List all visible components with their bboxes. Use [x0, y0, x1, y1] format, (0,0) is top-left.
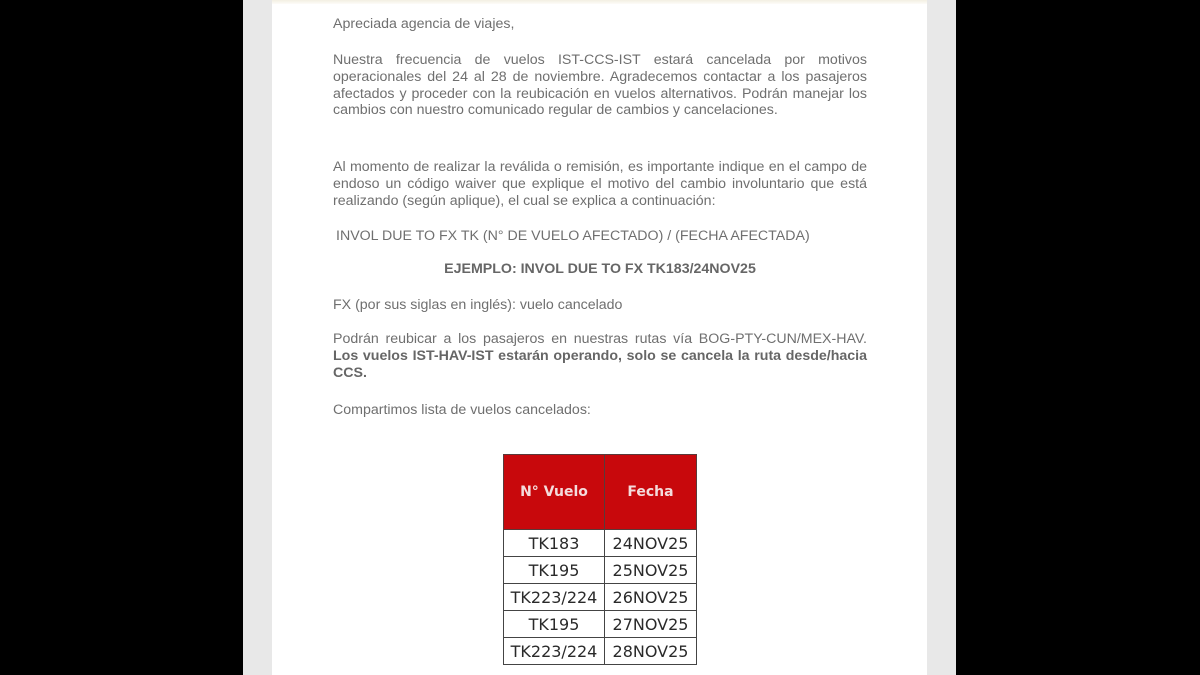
date-cell: 25NOV25 — [605, 557, 697, 584]
table-row — [504, 557, 697, 584]
header-flight-number: N° Vuelo — [504, 455, 605, 530]
table-row — [504, 530, 697, 557]
date-cell: 28NOV25 — [605, 638, 697, 665]
cancellation-notice-paragraph: Nuestra frecuencia de vuelos IST-CCS-IST estará cancelada por motivos operacionales del 24 al 28 de noviembre. Agradecemos contactar a los pasajeros afectados y proceder con la reubicación en vuelos alternativos. Podrán manejar los cambios con nuestro comunicado regular de cambios y cancelaciones. — [333, 52, 867, 119]
waiver-code-example: EJEMPLO: INVOL DUE TO FX TK183/24NOV25 — [444, 261, 756, 277]
date-cell: 27NOV25 — [605, 611, 697, 638]
waiver-code-template: INVOL DUE TO FX TK (N° DE VUELO AFECTADO) / (FECHA AFECTADA) — [336, 228, 810, 244]
page-top-border — [272, 0, 927, 4]
flight-number-cell: TK195 — [504, 611, 605, 638]
rerouting-paragraph — [333, 331, 867, 381]
cancelled-flights-table — [503, 454, 697, 665]
table-row — [504, 584, 697, 611]
rerouting-bold-note: Los vuelos IST-HAV-IST estarán operando, solo se cancela la ruta desde/hacia CCS. — [333, 347, 867, 381]
date-cell: 24NOV25 — [605, 530, 697, 557]
header-date: Fecha — [605, 455, 697, 530]
flight-number-cell: TK195 — [504, 557, 605, 584]
table-header-row — [504, 455, 697, 530]
flight-number-cell: TK183 — [504, 530, 605, 557]
table-row — [504, 611, 697, 638]
greeting: Apreciada agencia de viajes, — [333, 16, 515, 32]
waiver-instructions-paragraph: Al momento de realizar la reválida o remisión, es importante indique en el campo de endoso un código waiver que explique el motivo del cambio involuntario que está realizando (según aplique), el cual se explica a continuación: — [333, 159, 867, 209]
table-row — [504, 638, 697, 665]
flight-number-cell: TK223/224 — [504, 638, 605, 665]
rerouting-text: Podrán reubicar a los pasajeros en nuestras rutas vía BOG-PTY-CUN/MEX-HAV. — [333, 331, 867, 347]
flight-number-cell: TK223/224 — [504, 584, 605, 611]
cancelled-flights-intro: Compartimos lista de vuelos cancelados: — [333, 402, 591, 418]
fx-definition: FX (por sus siglas en inglés): vuelo cancelado — [333, 297, 623, 313]
date-cell: 26NOV25 — [605, 584, 697, 611]
